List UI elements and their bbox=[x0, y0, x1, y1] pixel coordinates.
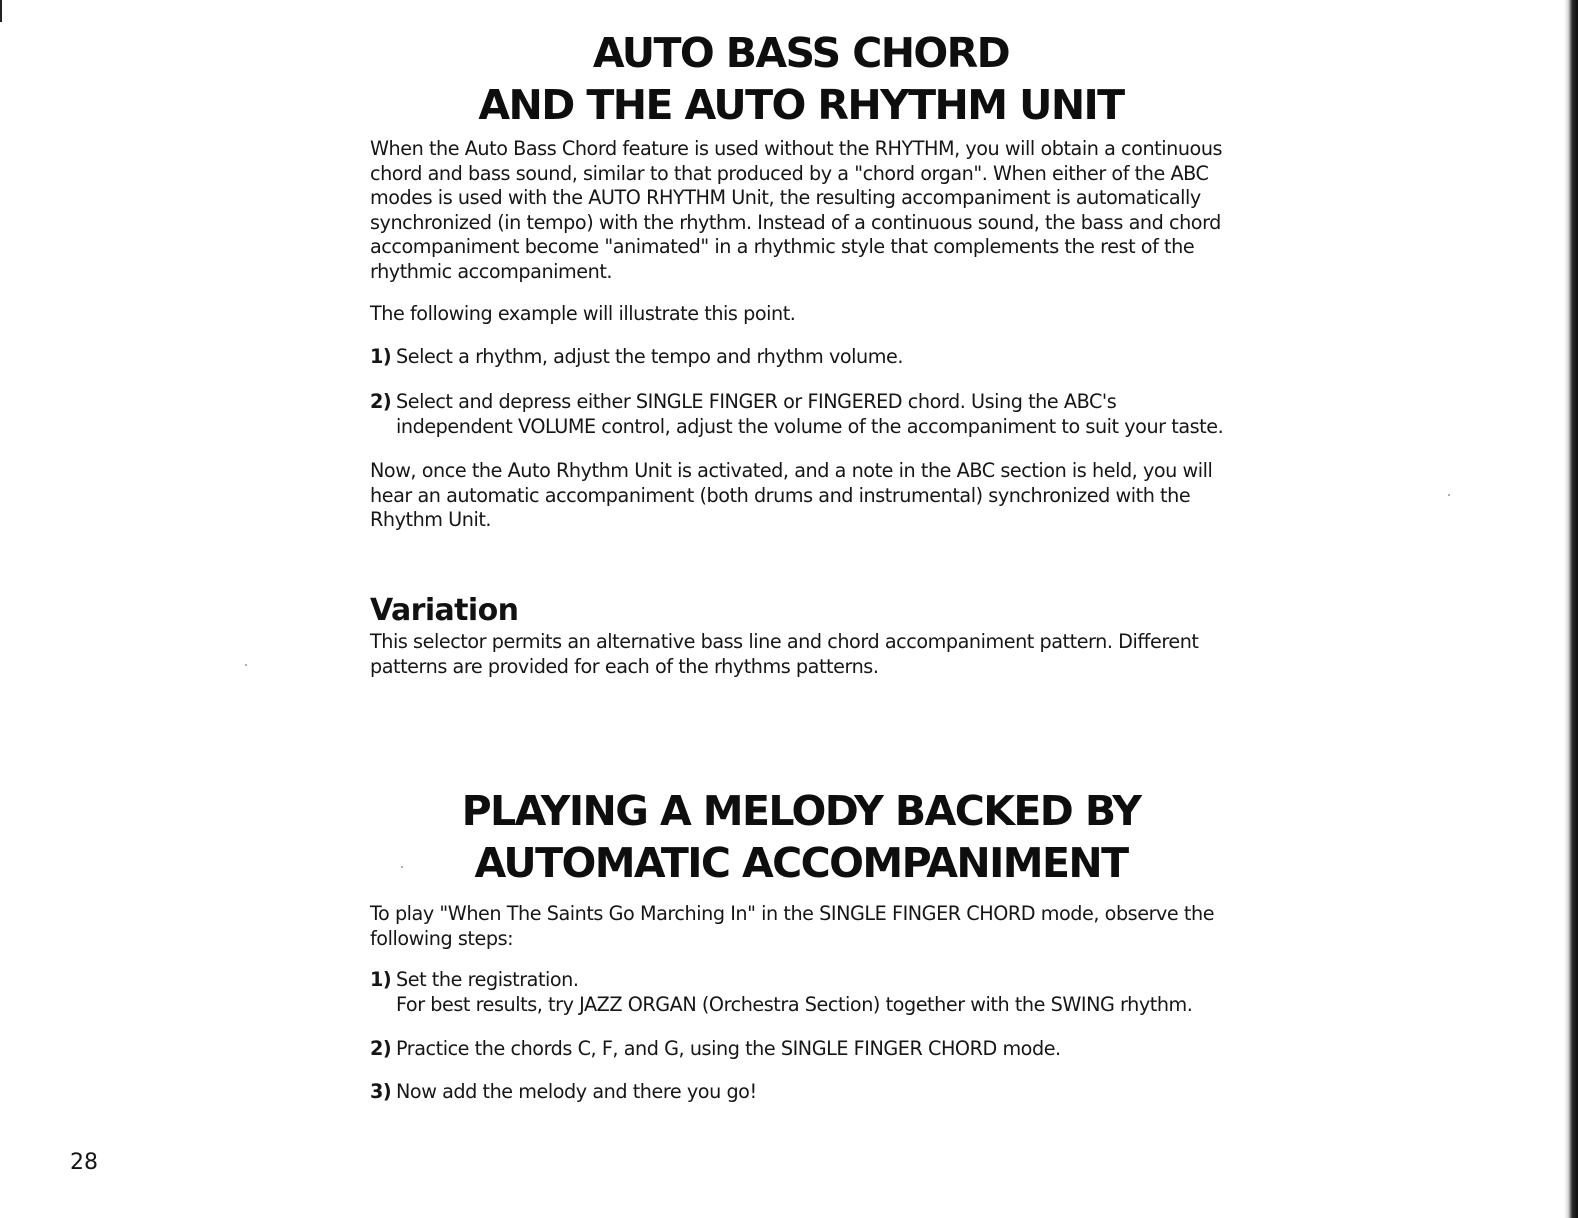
page-number: 28 bbox=[70, 1150, 98, 1175]
scan-binding-edge bbox=[1564, 0, 1578, 1218]
scan-speck bbox=[1448, 494, 1450, 496]
step-text: Practice the chords C, F, and G, using the SINGLE FINGER CHORD mode. bbox=[396, 1037, 1061, 1060]
step-text: Select and depress either SINGLE FINGER or FINGERED chord. Using the ABC's independent VOLUME control, adjust the volume of the accompaniment to suit your taste. bbox=[396, 390, 1224, 438]
step-text bbox=[396, 968, 1232, 1017]
section1-step-1 bbox=[370, 345, 1232, 370]
section1-title-line2: AND THE AUTO RHYTHM UNIT bbox=[478, 81, 1124, 129]
section2-step-1 bbox=[370, 968, 1232, 1017]
section2-step-2 bbox=[370, 1037, 1232, 1062]
section2-title-line2: AUTOMATIC ACCOMPANIMENT bbox=[474, 839, 1128, 887]
step-line: For best results, try JAZZ ORGAN (Orchestra Section) together with the SWING rhythm. bbox=[396, 992, 1193, 1016]
step-text: Select a rhythm, adjust the tempo and rhythm volume. bbox=[396, 345, 903, 368]
scan-margin-mark bbox=[0, 0, 2, 22]
step-number: 2) bbox=[370, 390, 392, 413]
section2-intro-paragraph: To play "When The Saints Go Marching In" in the SINGLE FINGER CHORD mode, observe the following steps: bbox=[370, 902, 1215, 950]
step-number: 2) bbox=[370, 1037, 392, 1060]
section1-closing-paragraph: Now, once the Auto Rhythm Unit is activated, and a note in the ABC section is held, you will hear an automatic accompaniment (both drums and instrumental) synchronized with the Rhythm Unit. bbox=[370, 459, 1213, 532]
variation-paragraph: This selector permits an alternative bass line and chord accompaniment pattern. Different patterns are provided for each of the rhythms patterns. bbox=[370, 630, 1199, 678]
section2-step-3 bbox=[370, 1080, 1232, 1105]
section2-heading bbox=[370, 785, 1232, 889]
example-intro-paragraph: The following example will illustrate this point. bbox=[370, 302, 796, 325]
section1-step-2 bbox=[370, 390, 1232, 439]
step-number: 1) bbox=[370, 345, 392, 368]
section2-title-line1: PLAYING A MELODY BACKED BY bbox=[461, 787, 1141, 835]
section1-heading bbox=[370, 27, 1232, 131]
section1-intro-paragraph: When the Auto Bass Chord feature is used without the RHYTHM, you will obtain a continuous chord and bass sound, similar to that produced by a "chord organ". When either of the ABC modes is used with the AUTO RHYTHM Unit, the resulting accompaniment is automatically synchronized (in tempo) with the rhythm. Instead of a continuous sound, the bass and chord accompaniment become "animated" in a rhythmic style that complements the rest of the rhythmic accompaniment. bbox=[370, 137, 1223, 283]
section1-title-line1: AUTO BASS CHORD bbox=[592, 29, 1010, 77]
step-text: Now add the melody and there you go! bbox=[396, 1080, 757, 1103]
step-number: 3) bbox=[370, 1080, 392, 1103]
scan-speck bbox=[245, 664, 247, 666]
step-line: Set the registration. bbox=[396, 968, 579, 991]
variation-heading: Variation bbox=[370, 593, 519, 628]
step-number: 1) bbox=[370, 968, 392, 991]
